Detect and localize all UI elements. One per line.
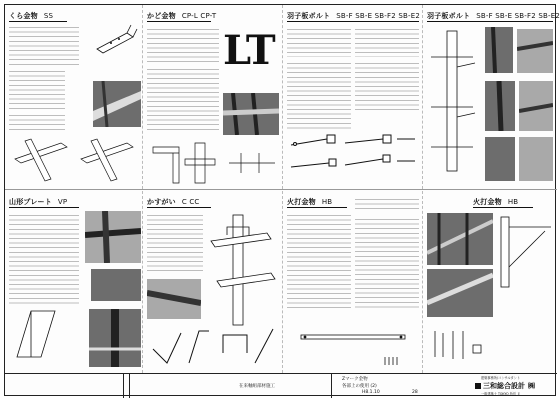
installation-photo xyxy=(427,213,493,265)
bolt-drawings xyxy=(287,131,419,185)
panel-text xyxy=(147,67,219,133)
panel-hagoita-bolt-1 xyxy=(283,5,423,189)
panel-yamagata-plate xyxy=(5,191,143,373)
panel-hagoita-bolt-2 xyxy=(423,5,560,189)
row-divider xyxy=(5,189,557,190)
installation-photo xyxy=(147,279,201,319)
hardware-drawing xyxy=(93,23,139,59)
brace-frame-drawing xyxy=(495,211,555,291)
title-block xyxy=(5,373,557,397)
project-name: 在来軸組部材施工 xyxy=(239,384,275,389)
installation-photo xyxy=(93,81,141,127)
installation-photo xyxy=(91,269,141,301)
brace-bar-drawing xyxy=(295,327,415,367)
installation-photo xyxy=(85,211,141,263)
sheet-date: H8.1.10 xyxy=(362,390,380,395)
kasugai-drawing xyxy=(207,211,281,331)
installation-photo xyxy=(427,269,493,317)
panel-text xyxy=(287,213,351,309)
panel-kura-kanamono xyxy=(5,5,143,189)
bolt-drawing xyxy=(429,325,489,365)
panel-text xyxy=(9,25,79,65)
company-address: 一級建築士 TOKYO 所長 Ｅ xyxy=(481,392,521,396)
panel-kado-kanamono xyxy=(143,5,283,189)
column-drawing xyxy=(427,27,479,177)
joint-drawing xyxy=(11,135,137,185)
panel-text xyxy=(9,69,65,109)
drawing-sheet xyxy=(4,4,560,396)
panel-text xyxy=(355,27,419,57)
panel-text xyxy=(9,113,65,133)
installation-photo xyxy=(519,137,553,181)
sheet-subtitle: 各部上の使用 (2) xyxy=(342,384,377,389)
panel-title: 羽子板ボルト SB-F SB-E SB-F2 SB-E2 xyxy=(287,12,420,20)
sheet-name: Zマーク金物 xyxy=(342,377,368,382)
panel-text xyxy=(147,213,203,273)
lt-logo: LT xyxy=(223,27,274,74)
panel-hiuchi-kanamono-2 xyxy=(423,191,557,373)
panel-hiuchi-kanamono-1 xyxy=(283,191,423,373)
panel-title: 山形プレート VP xyxy=(9,198,68,206)
panel-text xyxy=(287,61,351,129)
panel-text xyxy=(287,27,351,57)
company-logo: 三和総合設計 ㈱ xyxy=(475,381,535,391)
staple-drawing xyxy=(147,323,281,369)
company-caption: 建築事務所/コンサルタント xyxy=(481,376,521,380)
panel-text xyxy=(147,27,219,63)
panel-text xyxy=(9,213,79,305)
panel-title: くら金物 SS xyxy=(9,12,54,20)
installation-photo xyxy=(519,81,553,131)
installation-photo xyxy=(485,137,515,181)
installation-photo xyxy=(485,81,515,131)
panel-title: 火打金物 HB xyxy=(287,198,333,206)
installation-photo xyxy=(485,27,513,73)
panel-title: かど金物 CP-L CP-T xyxy=(147,12,217,20)
plate-drawing xyxy=(11,307,61,363)
corner-drawing xyxy=(149,139,279,185)
panel-title: かすがい C CC xyxy=(147,198,200,206)
installation-photo xyxy=(89,309,141,367)
panel-text xyxy=(355,197,419,211)
installation-photo xyxy=(223,93,279,135)
sheet-number: 28 xyxy=(412,390,418,395)
panel-title: 火打金物 HB xyxy=(473,198,519,206)
panel-text xyxy=(355,61,419,111)
panel-text xyxy=(355,217,419,309)
panel-title: 羽子板ボルト SB-F SB-E SB-F2 SB-E2 xyxy=(427,12,560,20)
panel-kasugai xyxy=(143,191,283,373)
installation-photo xyxy=(517,29,553,73)
